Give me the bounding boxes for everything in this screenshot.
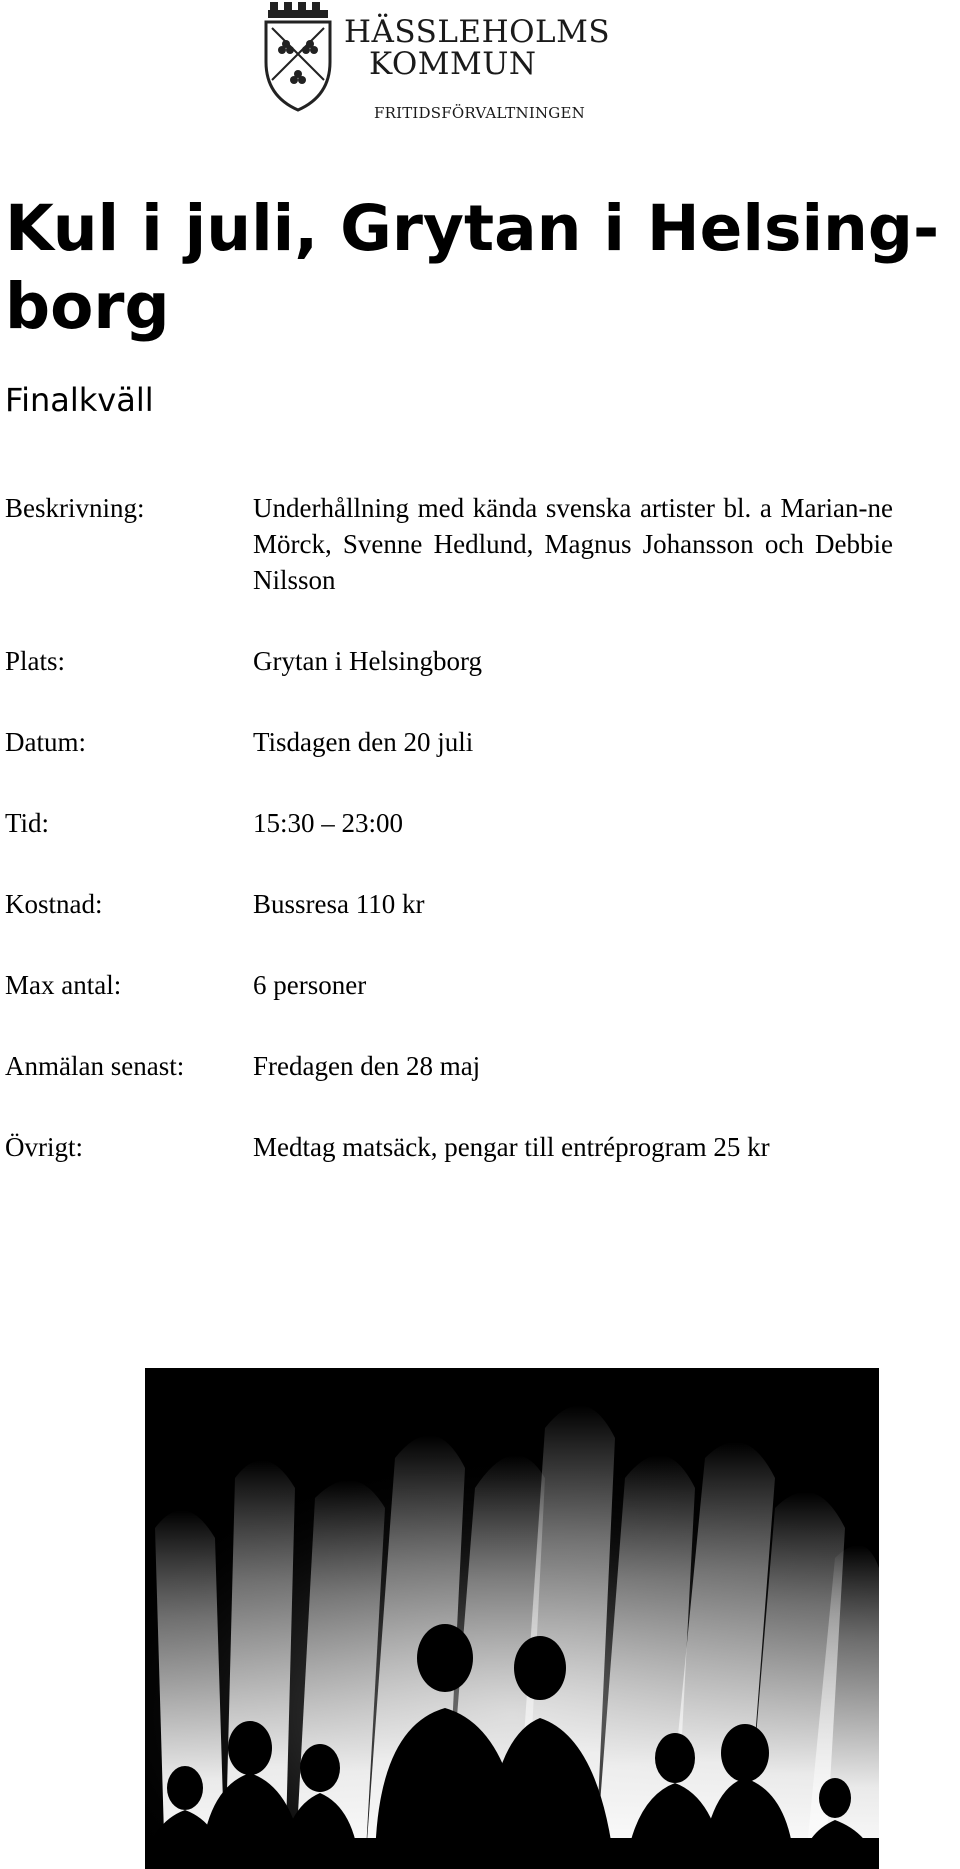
detail-row-time bbox=[5, 805, 935, 841]
detail-label: Max antal: bbox=[5, 970, 122, 1000]
page-title: Kul i juli, Grytan i Helsing-borg bbox=[5, 192, 940, 343]
detail-label: Tid: bbox=[5, 808, 50, 838]
detail-value: Grytan i Helsingborg bbox=[253, 646, 482, 676]
logo-line-1: HÄSSLEHOLMS bbox=[344, 14, 611, 50]
fountain-silhouettes-image bbox=[145, 1368, 879, 1869]
detail-value: Medtag matsäck, pengar till entréprogram 25 kr bbox=[253, 1132, 770, 1162]
detail-value: 6 personer bbox=[253, 970, 367, 1000]
detail-row-cost bbox=[5, 886, 935, 922]
detail-row-registration-deadline bbox=[5, 1048, 935, 1084]
detail-value: 15:30 – 23:00 bbox=[253, 808, 404, 838]
detail-value: Tisdagen den 20 juli bbox=[253, 727, 474, 757]
detail-row-other bbox=[5, 1129, 935, 1165]
department-name: FRITIDSFÖRVALTNINGEN bbox=[374, 104, 585, 122]
event-details bbox=[5, 490, 935, 1210]
detail-label: Kostnad: bbox=[5, 889, 103, 919]
detail-label: Övrigt: bbox=[5, 1132, 83, 1162]
detail-label: Anmälan senast: bbox=[5, 1051, 185, 1081]
detail-row-description bbox=[5, 490, 935, 598]
municipality-logo bbox=[262, 0, 682, 130]
logo-line-2: KOMMUN bbox=[369, 46, 537, 82]
detail-label: Datum: bbox=[5, 727, 86, 757]
detail-label: Beskrivning: bbox=[5, 493, 145, 523]
page-subtitle: Finalkväll bbox=[5, 381, 154, 419]
detail-value: Underhållning med kända svenska artister bl. a Marian-ne Mörck, Svenne Hedlund, Magnus Johansson och Debbie Nilsson bbox=[253, 493, 893, 595]
detail-value: Bussresa 110 kr bbox=[253, 889, 425, 919]
detail-row-max-participants bbox=[5, 967, 935, 1003]
detail-value: Fredagen den 28 maj bbox=[253, 1051, 481, 1081]
fountain-photo bbox=[145, 1368, 879, 1869]
logo-text bbox=[344, 16, 610, 80]
detail-row-date bbox=[5, 724, 935, 760]
detail-row-place bbox=[5, 643, 935, 679]
detail-label: Plats: bbox=[5, 646, 66, 676]
coat-of-arms-icon bbox=[262, 0, 334, 112]
